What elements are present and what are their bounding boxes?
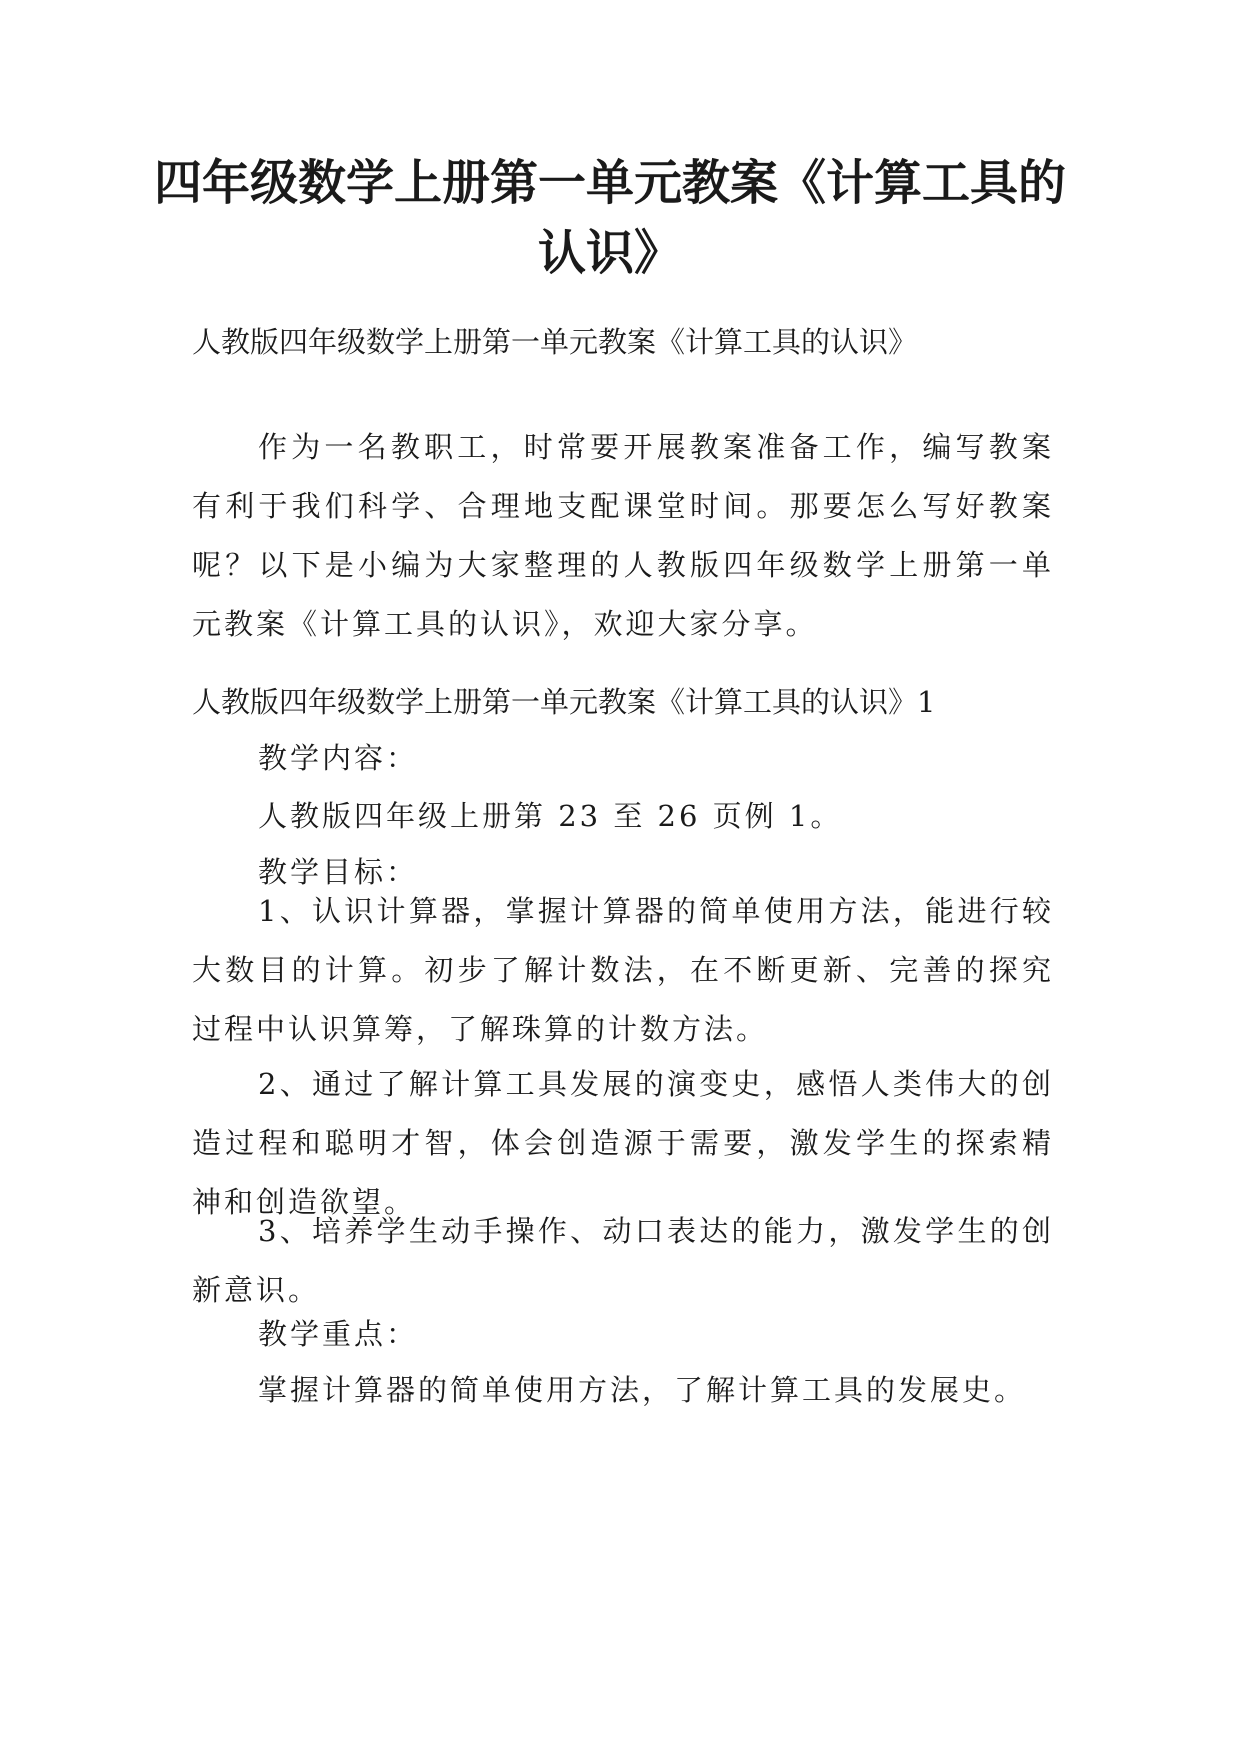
content-text: 人教版四年级上册第 23 至 26 页例 1。 <box>258 799 843 833</box>
goal-item-2: 2、通过了解计算工具发展的演变史，感悟人类伟大的创造过程和聪明才智，体会创造源于需要，激发学生的探索精神和创造欲望。 <box>192 1067 1054 1219</box>
section-heading: 人教版四年级数学上册第一单元教案《计算工具的认识》1 <box>192 685 936 719</box>
goal-item-3: 3、培养学生动手操作、动口表达的能力，激发学生的创新意识。 <box>192 1214 1054 1307</box>
goals-label: 教学目标： <box>258 855 419 889</box>
document-title: 四年级数学上册第一单元教案《计算工具的认识》 <box>153 155 1066 281</box>
intro-paragraph: 作为一名教职工，时常要开展教案准备工作，编写教案有利于我们科学、合理地支配课堂时间。那要怎么写好教案呢？以下是小编为大家整理的人教版四年级数学上册第一单元教案《计算工具的认识》，欢迎大家分享。 <box>192 430 1054 641</box>
content-label: 教学内容： <box>258 741 419 775</box>
document-subtitle: 人教版四年级数学上册第一单元教案《计算工具的认识》 <box>192 325 918 359</box>
goal-item-1: 1、认识计算器，掌握计算器的简单使用方法，能进行较大数目的计算。初步了解计数法，在不断更新、完善的探究过程中认识算筹，了解珠算的计数方法。 <box>192 894 1054 1046</box>
focus-label: 教学重点： <box>258 1317 419 1351</box>
focus-text: 掌握计算器的简单使用方法，了解计算工具的发展史。 <box>258 1373 1027 1407</box>
